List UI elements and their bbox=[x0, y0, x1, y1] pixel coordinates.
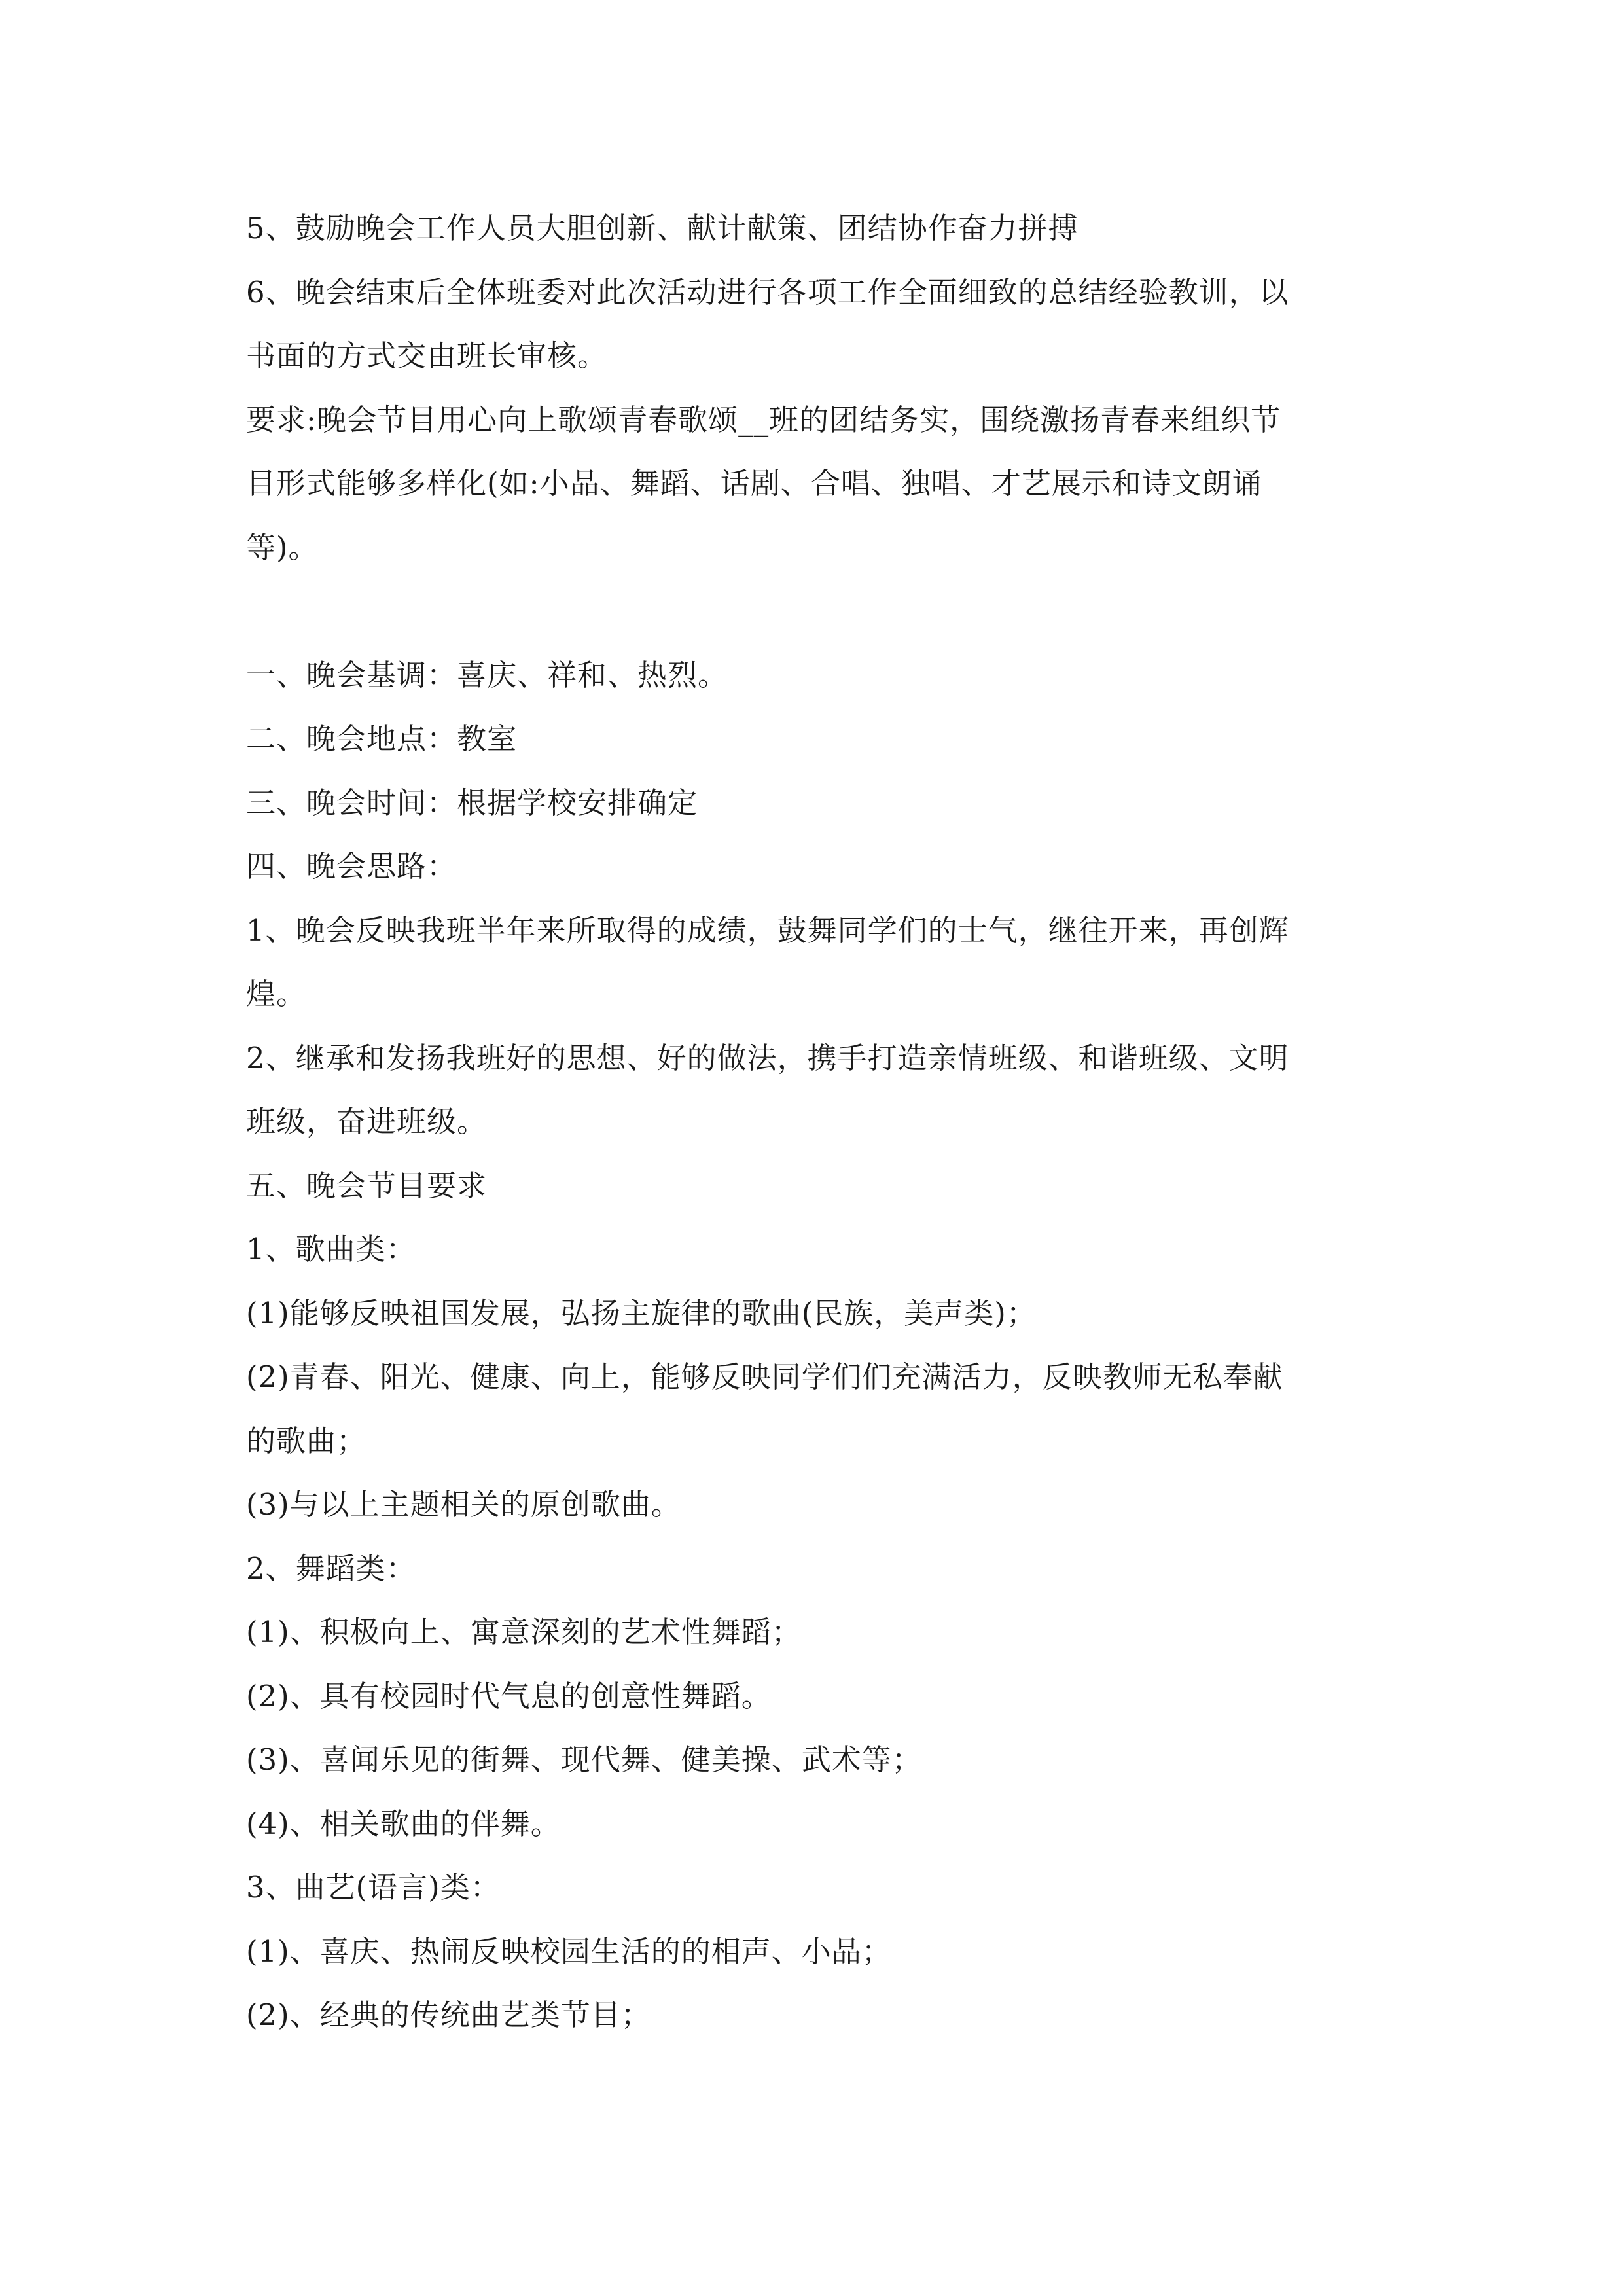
paragraph-line: 目形式能够多样化(如:小品、舞蹈、话剧、合唱、独唱、才艺展示和诗文朗诵 bbox=[246, 466, 1262, 501]
document-body bbox=[246, 196, 1378, 2047]
section-heading: 三、晚会时间：根据学校安排确定 bbox=[246, 785, 698, 820]
section-heading: 二、晚会地点：教室 bbox=[246, 721, 518, 756]
list-item: (2)、具有校园时代气息的创意性舞蹈。 bbox=[246, 1678, 772, 1713]
subsection-heading: 1、歌曲类： bbox=[246, 1232, 416, 1266]
paragraph-line: 班级，奋进班级。 bbox=[246, 1104, 488, 1139]
subsection-heading: 3、曲艺(语言)类： bbox=[246, 1870, 501, 1905]
paragraph-line: 要求:晚会节目用心向上歌颂青春歌颂__班的团结务实，围绕激扬青春来组织节 bbox=[246, 402, 1281, 437]
section-heading: 一、晚会基调：喜庆、祥和、热烈。 bbox=[246, 657, 728, 692]
section-heading: 五、晚会节目要求 bbox=[246, 1168, 488, 1203]
paragraph-line: 1、晚会反映我班半年来所取得的成绩，鼓舞同学们的士气，继往开来，再创辉 bbox=[246, 912, 1289, 948]
blank-line bbox=[246, 579, 1378, 643]
list-item: (3)、喜闻乐见的街舞、现代舞、健美操、武术等； bbox=[246, 1742, 922, 1777]
subsection-heading: 2、舞蹈类： bbox=[246, 1551, 416, 1586]
list-item: (1)能够反映祖国发展，弘扬主旋律的歌曲(民族，美声类)； bbox=[246, 1295, 1037, 1331]
paragraph-line: 6、晚会结束后全体班委对此次活动进行各项工作全面细致的总结经验教训，以 bbox=[246, 274, 1289, 310]
section-heading: 四、晚会思路： bbox=[246, 849, 457, 884]
list-item: (1)、积极向上、寓意深刻的艺术性舞蹈； bbox=[246, 1615, 802, 1649]
list-item: (3)与以上主题相关的原创歌曲。 bbox=[246, 1487, 681, 1522]
paragraph-line: 书面的方式交由班长审核。 bbox=[246, 338, 608, 373]
list-item: 的歌曲； bbox=[246, 1423, 367, 1458]
list-item: (1)、喜庆、热闹反映校园生活的的相声、小品； bbox=[246, 1933, 892, 1969]
list-item: (4)、相关歌曲的伴舞。 bbox=[246, 1806, 561, 1841]
paragraph-line: 5、鼓励晚会工作人员大胆创新、献计献策、团结协作奋力拼搏 bbox=[246, 211, 1079, 245]
paragraph-line: 煌。 bbox=[246, 977, 307, 1011]
paragraph-line: 等)。 bbox=[246, 529, 319, 565]
paragraph-line: 2、继承和发扬我班好的思想、好的做法，携手打造亲情班级、和谐班级、文明 bbox=[246, 1040, 1289, 1075]
list-item: (2)、经典的传统曲艺类节目； bbox=[246, 1998, 651, 2032]
list-item: (2)青春、阳光、健康、向上，能够反映同学们们充满活力，反映教师无私奉献 bbox=[246, 1359, 1283, 1394]
